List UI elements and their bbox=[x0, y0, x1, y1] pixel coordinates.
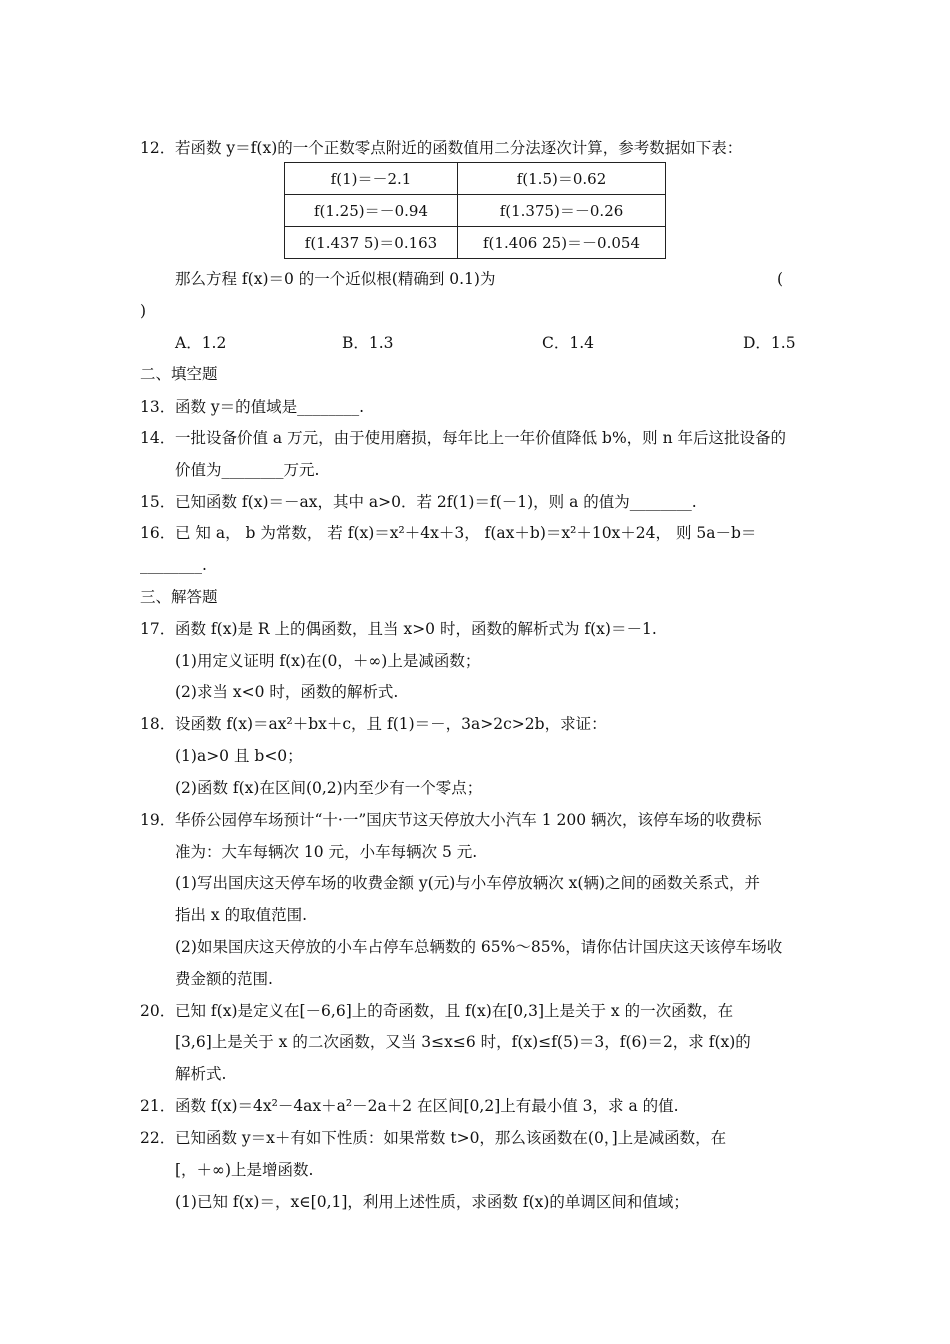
q13-text: 函数 y＝的值域是________. bbox=[175, 398, 365, 416]
q19-line1: 华侨公园停车场预计“十·一”国庆节这天停放大小汽车 1 200 辆次，该停车场的收费标 bbox=[175, 811, 762, 829]
q17-line1: 函数 f(x)是 R 上的偶函数，且当 x>0 时，函数的解析式为 f(x)＝－1. bbox=[175, 620, 657, 638]
section-solution-heading: 三、解答题 bbox=[140, 588, 218, 606]
table-row bbox=[285, 227, 666, 259]
q12-question: 那么方程 f(x)＝0 的一个近似根(精确到 0.1)为 bbox=[175, 270, 496, 288]
q18-number: 18． bbox=[140, 715, 176, 733]
q17-line3: (2)求当 x<0 时，函数的解析式. bbox=[175, 683, 399, 701]
choice-b: B．1.3 bbox=[342, 334, 394, 352]
q12-number: 12． bbox=[140, 139, 176, 157]
q22-number: 22． bbox=[140, 1129, 176, 1147]
q22-line3: (1)已知 f(x)＝，x∈[0,1]，利用上述性质，求函数 f(x)的单调区间和值域； bbox=[175, 1193, 689, 1211]
q21-text: 函数 f(x)＝4x²－4ax＋a²－2a＋2 在区间[0,2]上有最小值 3，求 a 的值. bbox=[175, 1097, 679, 1115]
table-cell: f(1.5)＝0.62 bbox=[458, 163, 666, 195]
q12-stem: 若函数 y＝f(x)的一个正数零点附近的函数值用二分法逐次计算，参考数据如下表： bbox=[175, 139, 743, 157]
table-cell: f(1.437 5)＝0.163 bbox=[285, 227, 458, 259]
q21-number: 21． bbox=[140, 1097, 176, 1115]
q20-line1: 已知 f(x)是定义在[－6,6]上的奇函数，且 f(x)在[0,3]上是关于 x 的一次函数，在 bbox=[175, 1002, 734, 1020]
q20-number: 20． bbox=[140, 1002, 176, 1020]
q15-number: 15． bbox=[140, 493, 176, 511]
q14-line1: 一批设备价值 a 万元，由于使用磨损，每年比上一年价值降低 b%，则 n 年后这批设备的 bbox=[175, 429, 787, 447]
table-row bbox=[285, 163, 666, 195]
table-cell: f(1)＝－2.1 bbox=[285, 163, 458, 195]
q20-line3: 解析式. bbox=[175, 1065, 227, 1083]
table-cell: f(1.25)＝－0.94 bbox=[285, 195, 458, 227]
q15-text: 已知函数 f(x)＝－ax，其中 a>0．若 2f(1)＝f(－1)，则 a 的值为________. bbox=[175, 493, 697, 511]
table-cell: f(1.375)＝－0.26 bbox=[458, 195, 666, 227]
reference-data-table bbox=[284, 162, 666, 259]
q19-line3: (1)写出国庆这天停车场的收费金额 y(元)与小车停放辆次 x(辆)之间的函数关系式，并 bbox=[175, 874, 760, 892]
q17-number: 17． bbox=[140, 620, 176, 638]
choice-c: C．1.4 bbox=[542, 334, 595, 352]
q20-line2: [3,6]上是关于 x 的二次函数，又当 3≤x≤6 时，f(x)≤f(5)＝3，f(6)＝2，求 f(x)的 bbox=[175, 1033, 751, 1051]
q18-line2: (1)a>0 且 b<0； bbox=[175, 747, 303, 765]
choice-d: D．1.5 bbox=[743, 334, 796, 352]
q13-number: 13． bbox=[140, 398, 176, 416]
q19-line6: 费金额的范围. bbox=[175, 970, 273, 988]
q16-line1: 已 知 a， b 为常数， 若 f(x)＝x²＋4x＋3， f(ax＋b)＝x²＋10x＋24， 则 5a－b＝ bbox=[175, 524, 757, 542]
q16-line2: ________. bbox=[140, 556, 207, 574]
q18-line3: (2)函数 f(x)在区间(0,2)内至少有一个零点； bbox=[175, 779, 483, 797]
table-cell: f(1.406 25)＝－0.054 bbox=[458, 227, 666, 259]
q22-line2: [，＋∞)上是增函数. bbox=[175, 1161, 314, 1179]
q17-line2: (1)用定义证明 f(x)在(0，＋∞)上是减函数； bbox=[175, 652, 481, 670]
q19-line4: 指出 x 的取值范围. bbox=[175, 906, 308, 924]
q19-line2: 准为：大车每辆次 10 元，小车每辆次 5 元. bbox=[175, 843, 478, 861]
q14-number: 14． bbox=[140, 429, 176, 447]
answer-paren-close: ) bbox=[140, 302, 147, 320]
table-row bbox=[285, 195, 666, 227]
q22-line1: 已知函数 y＝x＋有如下性质：如果常数 t>0，那么该函数在(0，]上是减函数，在 bbox=[175, 1129, 727, 1147]
q18-line1: 设函数 f(x)＝ax²＋bx＋c，且 f(1)＝－，3a>2c>2b，求证： bbox=[175, 715, 607, 733]
choice-a: A．1.2 bbox=[175, 334, 227, 352]
answer-paren-open: ( bbox=[777, 270, 784, 288]
q14-line2: 价值为________万元. bbox=[175, 461, 320, 479]
q16-number: 16． bbox=[140, 524, 176, 542]
section-fill-in-heading: 二、填空题 bbox=[140, 365, 218, 383]
q19-line5: (2)如果国庆这天停放的小车占停车总辆数的 65%～85%，请你估计国庆这天该停车场收 bbox=[175, 938, 783, 956]
q19-number: 19． bbox=[140, 811, 176, 829]
